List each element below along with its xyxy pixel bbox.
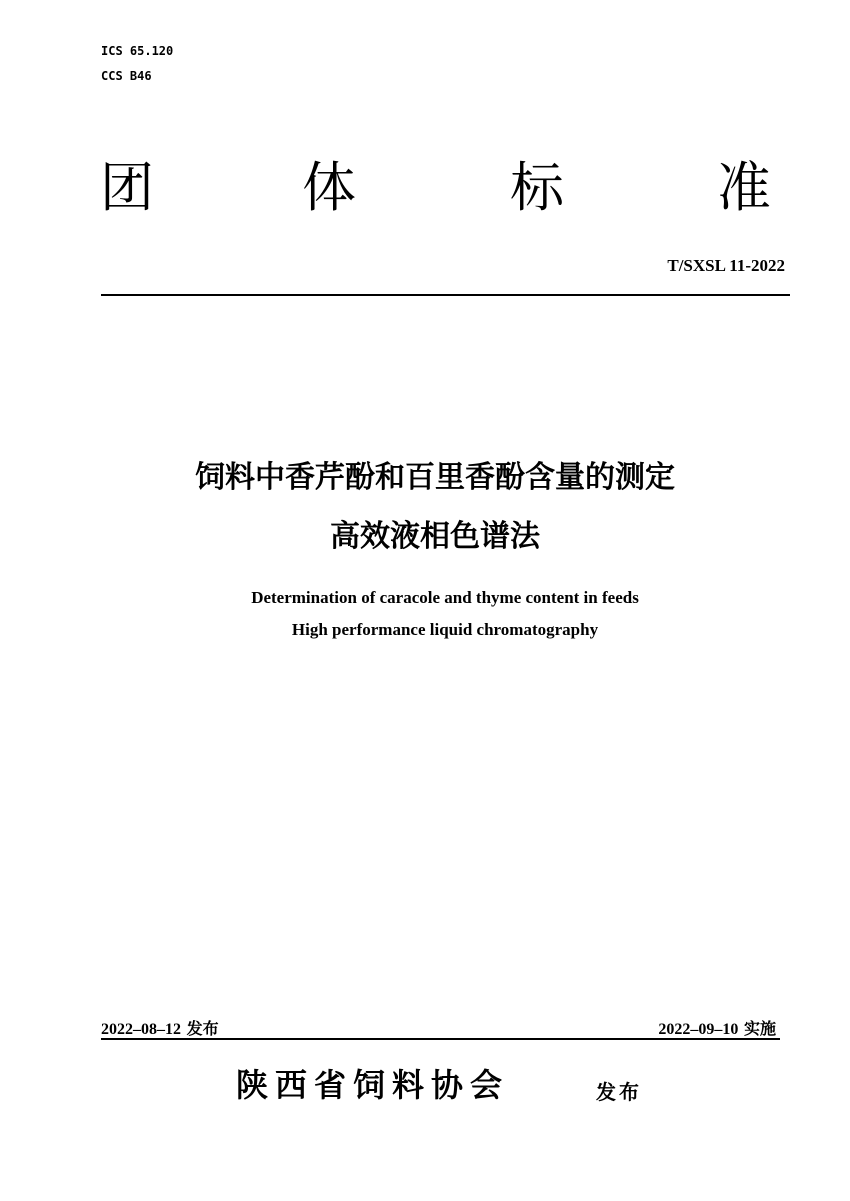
big-title-char-3: 标 — [510, 156, 564, 219]
top-divider — [101, 294, 790, 296]
ccs-code: CCS B46 — [101, 69, 152, 83]
issue-date-block — [101, 1016, 219, 1039]
title-cn-line2: 高效液相色谱法 — [330, 519, 540, 554]
big-title-char-1: 团 — [100, 156, 154, 219]
title-cn-line1: 饲料中香芹酚和百里香酚含量的测定 — [195, 460, 675, 495]
title-en-line1: Determination of caracole and thyme content in feeds — [251, 588, 639, 607]
title-en-line2: High performance liquid chromatography — [291, 620, 599, 639]
big-title-char-4: 准 — [717, 156, 771, 219]
impl-date-block — [658, 1016, 776, 1039]
publisher-name: 陕西省饲料协会 — [236, 1066, 510, 1104]
big-title-char-2: 体 — [302, 156, 356, 219]
ics-code: ICS 65.120 — [101, 44, 174, 58]
issue-date: 2022–08–12 — [101, 1021, 181, 1038]
bottom-divider — [101, 1038, 780, 1040]
impl-label: 实施 — [743, 1019, 776, 1038]
publisher-suffix: 发布 — [596, 1080, 642, 1104]
impl-date: 2022–09–10 — [658, 1021, 739, 1038]
issue-label: 发布 — [186, 1019, 219, 1038]
standard-number: T/SXSL 11-2022 — [667, 256, 785, 275]
